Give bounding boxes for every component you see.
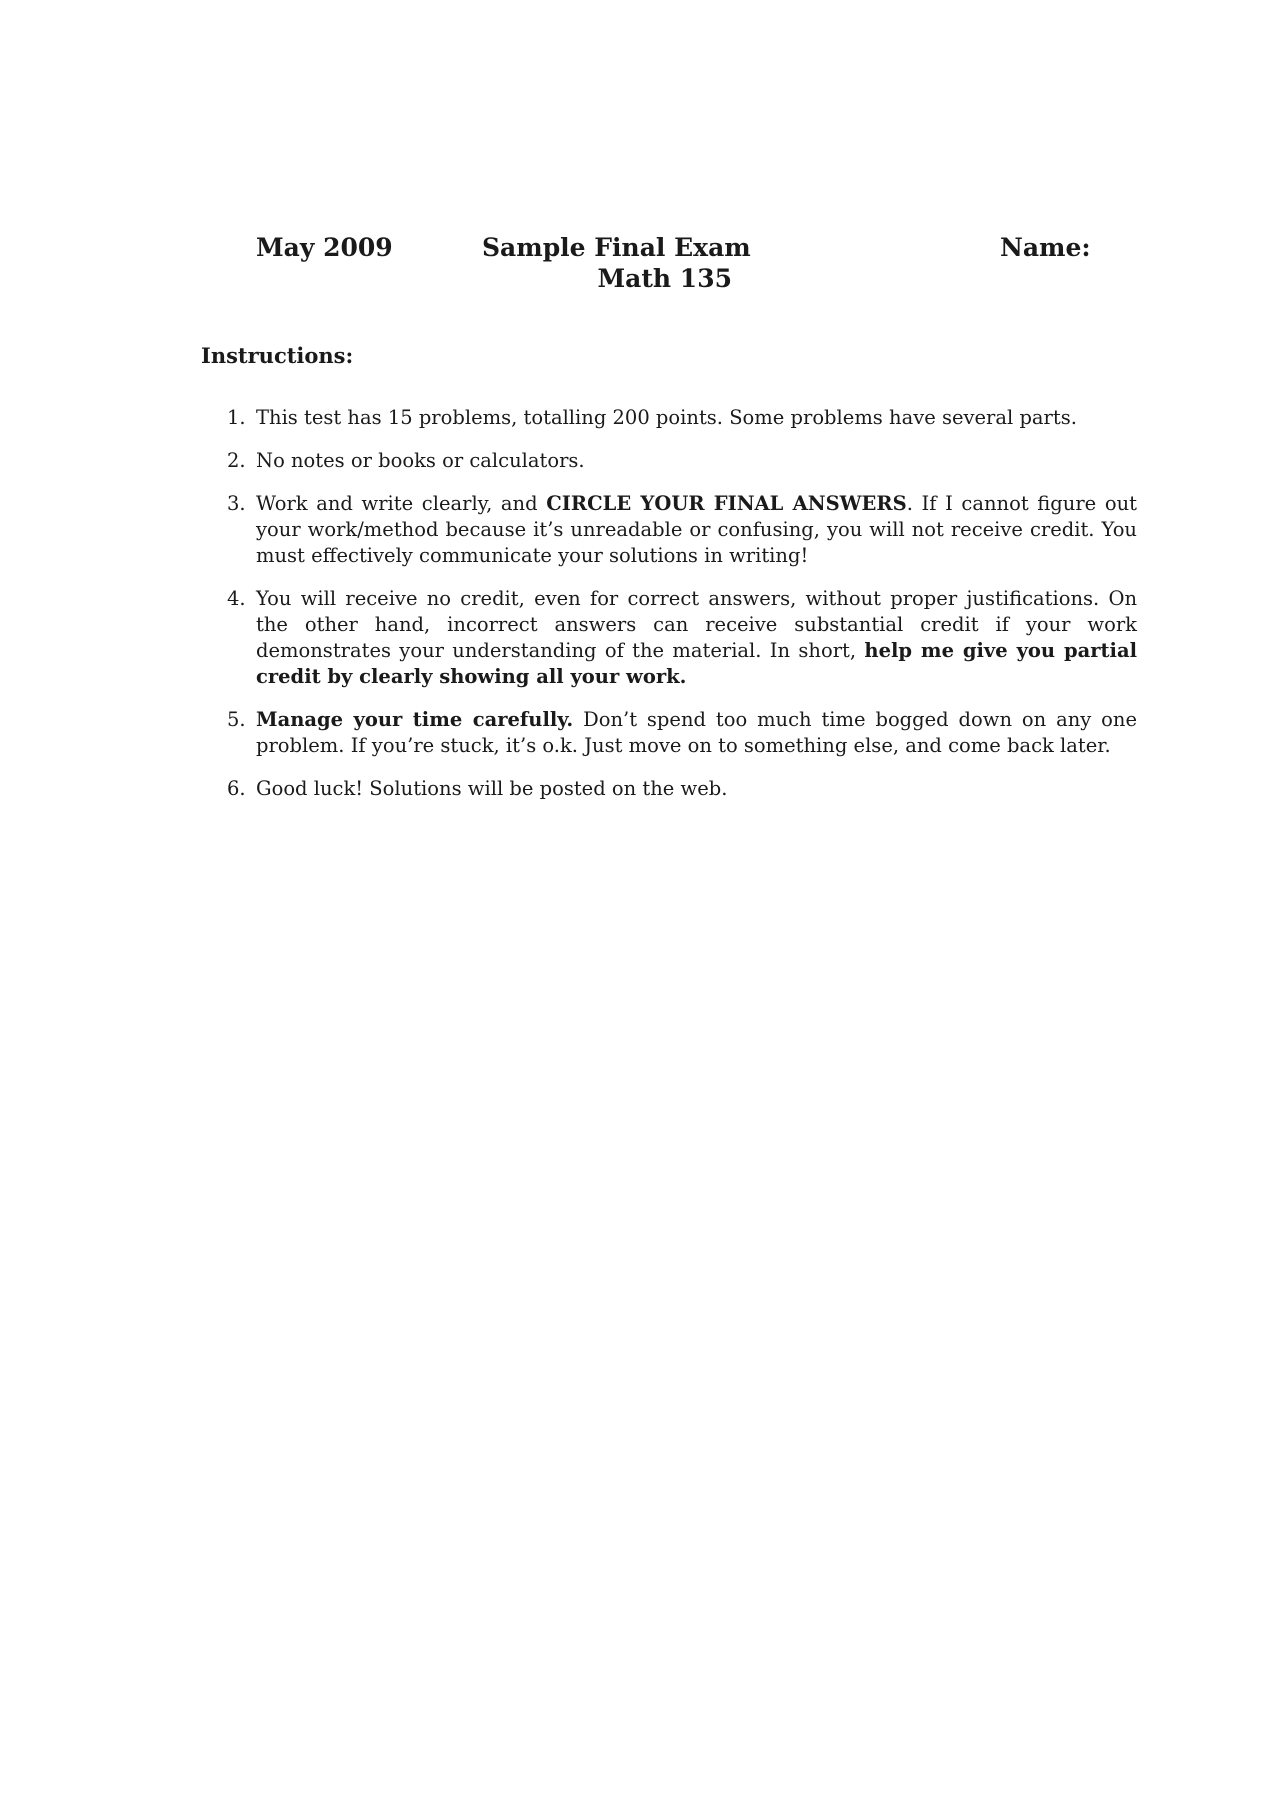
instruction-number: 2. [227,449,246,472]
instruction-item [201,707,1137,759]
instruction-item [201,491,1137,569]
emphasis-text: help me give you partial credit by clearly showing all your work. [256,639,1138,688]
instruction-number: 4. [227,587,246,610]
instruction-text: Manage your time carefully. Don’t spend too much time bogged down on any one problem. If you’re stuck, it’s o.k. Just move on to something else, and come back later. [256,708,1137,757]
instructions-heading: Instructions: [201,343,354,368]
instruction-text: You will receive no credit, even for correct answers, without proper justifications. On the other hand, incorrect answers can receive substantial credit if your work demonstrates your understanding of the material. In short, help me give you partial credit by clearly showing all your work. [256,587,1138,688]
instruction-item [201,776,1137,802]
instruction-number: 1. [227,406,246,429]
emphasis-text: Manage your time carefully. [256,708,574,731]
instructions-list [201,405,1137,819]
exam-title: Sample Final Exam [482,233,751,262]
name-label: Name: [1000,233,1091,262]
course-name: Math 135 [597,264,732,293]
instruction-text: Work and write clearly, and CIRCLE YOUR FINAL ANSWERS. If I cannot figure out your work/method because it’s unreadable or confusing, you will not receive credit. You must effectively communicate your solutions in writing! [256,492,1137,567]
instruction-number: 3. [227,492,246,515]
instruction-text: No notes or books or calculators. [256,449,585,472]
instruction-number: 6. [227,777,246,800]
instruction-number: 5. [227,708,246,731]
instruction-item [201,405,1137,431]
exam-date: May 2009 [256,233,393,262]
instruction-item [201,448,1137,474]
instruction-item [201,586,1137,690]
emphasis-text: CIRCLE YOUR FINAL ANSWERS [546,492,907,515]
instruction-text: Good luck! Solutions will be posted on the web. [256,777,728,800]
instruction-text: This test has 15 problems, totalling 200 points. Some problems have several parts. [256,406,1077,429]
